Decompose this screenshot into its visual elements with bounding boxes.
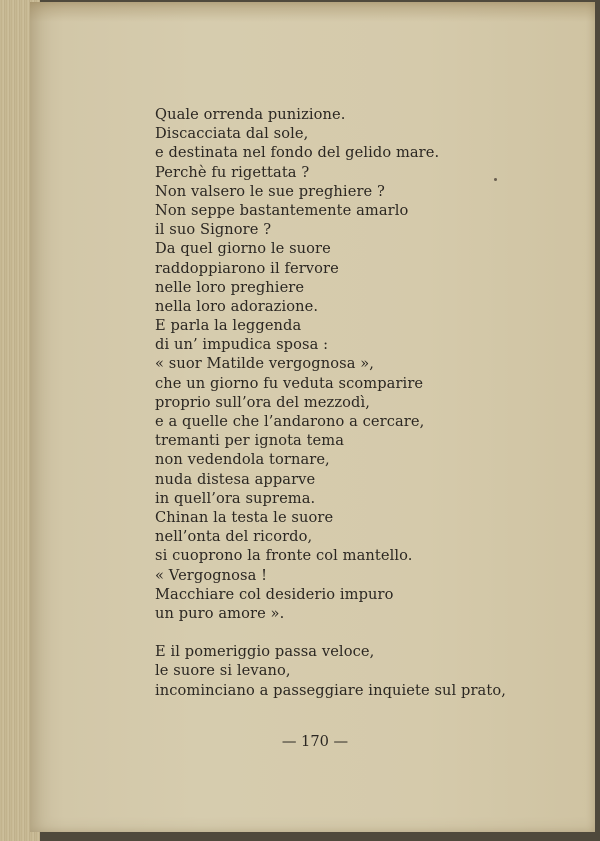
poem-line: Discacciata dal sole, xyxy=(155,125,309,143)
page-number: — 170 — xyxy=(281,733,349,750)
poem-line: che un giorno fu veduta scomparire xyxy=(155,374,424,392)
poem-line: le suore si levano, xyxy=(155,662,291,680)
poem-line: « Vergognosa ! xyxy=(155,566,268,584)
poem-line: e destinata nel fondo del gelido mare. xyxy=(155,144,440,162)
poem-line: tremanti per ignota tema xyxy=(155,432,345,450)
poem-line: incominciano a passeggiare inquiete sul prato, xyxy=(155,681,506,699)
poem-line: Non seppe bastantemente amarlo xyxy=(155,201,409,219)
poem-line: di un’ impudica sposa : xyxy=(155,336,329,354)
poem-line: nuda distesa apparve xyxy=(155,470,316,488)
poem-line: Non valsero le sue preghiere ? xyxy=(155,182,385,200)
poem-text xyxy=(155,105,506,700)
poem-line: Perchè fu rigettata ? xyxy=(155,163,310,181)
poem-line: in quell’ora suprema. xyxy=(155,489,316,507)
poem-line: nelle loro preghiere xyxy=(155,278,305,296)
poem-line: raddoppiarono il fervore xyxy=(155,259,339,277)
poem-line: non vedendola tornare, xyxy=(155,451,330,469)
poem-line: nell’onta del ricordo, xyxy=(155,528,313,546)
poem-line: il suo Signore ? xyxy=(155,221,272,239)
poem-line: nella loro adorazione. xyxy=(155,297,319,315)
poem-line: Quale orrenda punizione. xyxy=(155,106,346,123)
poem-line: si cuoprono la fronte col mantello. xyxy=(155,547,413,565)
poem-line: e a quelle che l’andarono a cercare, xyxy=(155,413,425,430)
poem-line: « suor Matilde vergognosa », xyxy=(155,355,375,373)
poem-line: proprio sull’ora del mezzodì, xyxy=(155,393,370,411)
poem-line: E parla la leggenda xyxy=(155,317,302,335)
poem-line: Chinan la testa le suore xyxy=(155,508,334,526)
poem-line: un puro amore ». xyxy=(155,604,285,622)
poem-line: Da quel giorno le suore xyxy=(155,240,331,258)
poem-line: Macchiare col desiderio impuro xyxy=(155,585,394,603)
poem-line: E il pomeriggio passa veloce, xyxy=(155,643,375,661)
stanza-break xyxy=(155,623,506,642)
